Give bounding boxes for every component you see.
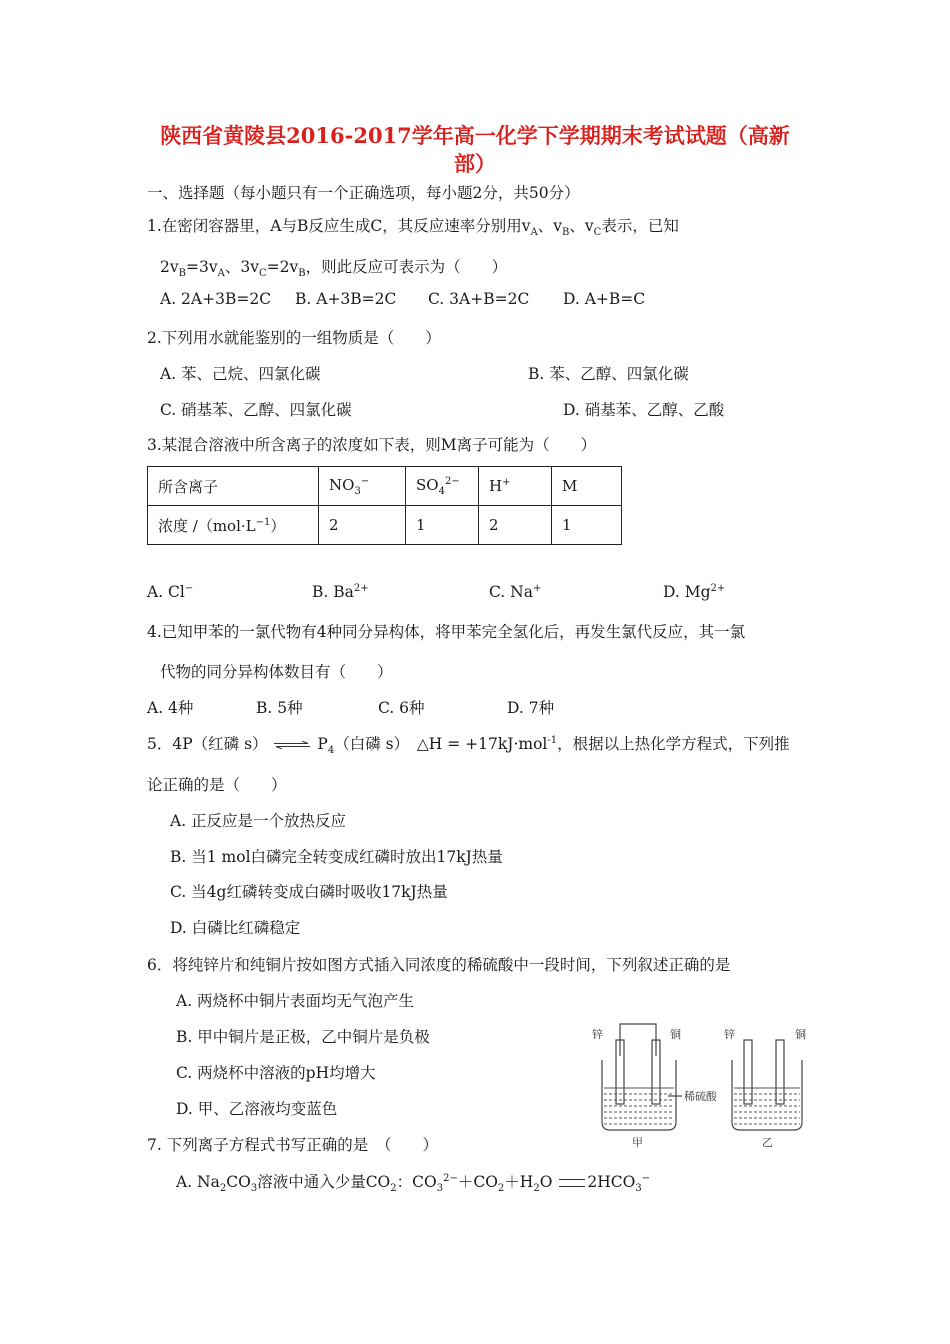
question-1-condition: $2v_B=3v_A$、$3v_C=2v_B$，则此反应可表示为（ ） [160,258,508,280]
ion-concentration-table [147,466,622,545]
question-4-option-d: D. 7种 [507,699,555,717]
table-cell: H+ [479,467,552,506]
table-cell: $SO_4^{2-}$ [406,467,479,506]
question-5-stem-continued: 论正确的是（ ） [147,776,287,794]
question-6-option-b: B. 甲中铜片是正极，乙中铜片是负极 [176,1028,430,1046]
question-1-option-c: C. 3A+B=2C [428,290,530,308]
question-7-stem: 7. 下列离子方程式书写正确的是 （ ） [147,1136,438,1154]
table-row [148,467,622,506]
question-4-stem-continued: 代物的同分异构体数目有（ ） [160,663,393,681]
question-4-option-b: B. 5种 [256,699,303,717]
beaker-yi [732,1060,802,1130]
question-5-option-a: A. 正反应是一个放热反应 [170,812,347,830]
question-2-option-b: B. 苯、乙醇、四氯化碳 [528,365,689,383]
question-1-option-a: A. 2A+3B=2C [160,290,272,308]
table-cell: 所含离子 [148,467,319,506]
question-5-option-d: D. 白磷比红磷稳定 [170,919,301,937]
question-3-option-d: D. $Mg^{2+}$ [663,583,726,602]
table-cell: 浓度 $/(mol\cdot L^{-1})$ [148,506,319,545]
label-zinc-2: 锌 [724,1028,735,1041]
question-4-stem: 4.已知甲苯的一氯代物有4种同分异构体，将甲苯完全氢化后，再发生氯代反应，其一氯 [147,623,746,641]
section-heading: 一、选择题（每小题只有一个正确选项，每小题2分，共50分） [147,184,580,202]
table-cell: 1 [552,506,622,545]
label-zinc-1: 锌 [592,1028,603,1041]
table-cell: $NO_3^-$ [319,467,406,506]
question-3-option-b: B. $Ba^{2+}$ [312,583,369,602]
label-copper-2: 铜 [795,1028,806,1041]
page-title-continued: 部） [454,151,496,176]
table-cell: M [552,467,622,506]
equals-sign-icon [559,1179,585,1187]
question-3-option-c: C. Na+ [489,583,542,602]
question-2-option-c: C. 硝基苯、乙醇、四氯化碳 [160,401,352,419]
question-6-option-a: A. 两烧杯中铜片表面均无气泡产生 [176,992,415,1010]
question-7-option-a: A. $Na_2CO_3$溶液中通入少量$CO_2$：$CO_3^{2-}+CO_2+H_2O$ $2HCO_3^-$ [176,1172,651,1195]
question-1-option-d: D. A+B=C [563,290,646,308]
table-row [148,506,622,545]
table-cell: 2 [479,506,552,545]
question-3-option-a: A. Cl− [147,583,194,602]
label-dilute-sulfuric-acid: 稀硫酸 [684,1090,717,1103]
question-3-stem: 3.某混合溶液中所含离子的浓度如下表，则M离子可能为（ ） [147,436,597,454]
question-2-option-a: A. 苯、己烷、四氯化碳 [160,365,321,383]
question-5-option-c: C. 当4g红磷转变成白磷时吸收17kJ热量 [170,883,448,901]
question-1-option-b: B. A+3B=2C [295,290,397,308]
question-2-option-d: D. 硝基苯、乙醇、乙酸 [563,401,725,419]
question-6-stem: 6．将纯锌片和纯铜片按如图方式插入同浓度的稀硫酸中一段时间，下列叙述正确的是 [147,956,731,974]
question-4-option-a: A. 4种 [147,699,194,717]
table-cell: 1 [406,506,479,545]
table-cell: 2 [319,506,406,545]
question-1-stem: 1.在密闭容器里，A与B反应生成C，其反应速率分别用$v_A$、$v_B$、$v_C$表示，已知 [147,217,679,239]
reversible-arrow-icon [272,741,312,749]
beaker-jia [602,1060,676,1130]
label-yi: 乙 [762,1136,773,1149]
page-title: 陕西省黄陵县2016-2017学年高一化学下学期期末考试试题（高新 [160,123,790,148]
question-4-option-c: C. 6种 [378,699,425,717]
question-2-stem: 2.下列用水就能鉴别的一组物质是（ ） [147,329,441,347]
galvanic-cell-figure [590,1018,815,1150]
question-6-option-c: C. 两烧杯中溶液的pH均增大 [176,1064,376,1082]
label-copper-1: 铜 [670,1028,681,1041]
label-jia: 甲 [632,1136,643,1149]
question-5-stem: 5．4P（红磷 s） $P_4$（白磷 s） △H = +17kJ·mol$^{-1}$，根据以上热化学方程式，下列推 [147,734,790,757]
connecting-wire [620,1024,656,1056]
question-5-option-b: B. 当1 mol白磷完全转变成红磷时放出17kJ热量 [170,848,503,866]
question-6-option-d: D. 甲、乙溶液均变蓝色 [176,1100,338,1118]
